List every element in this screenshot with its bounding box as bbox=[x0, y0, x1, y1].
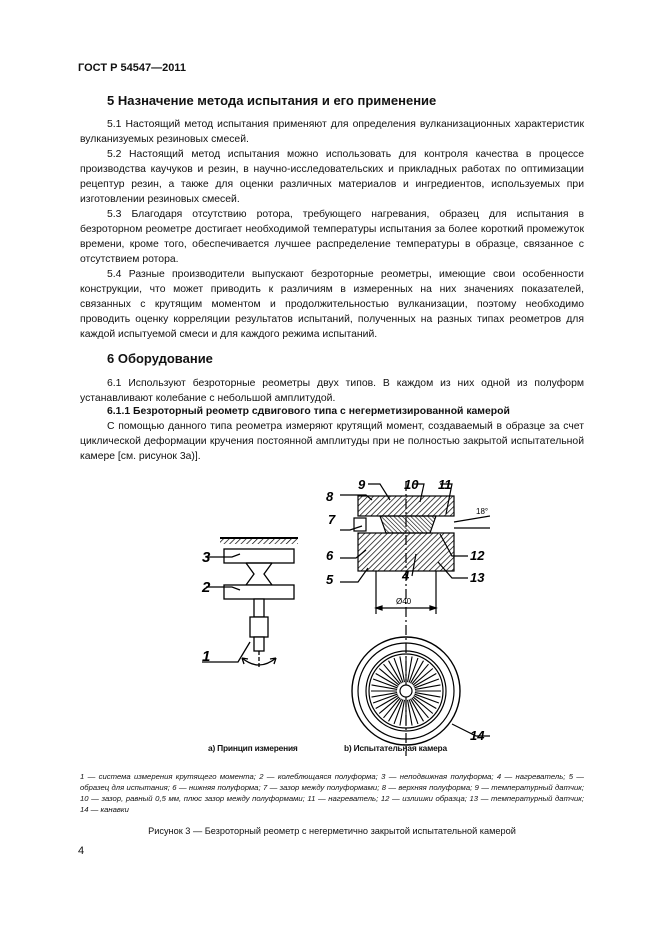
label-11: 11 bbox=[438, 477, 452, 492]
groove-ray bbox=[415, 685, 441, 690]
groove-ray bbox=[372, 693, 398, 698]
figure-title: Рисунок 3 — Безроторный реометр с негерметично закрытой испытательной камерой bbox=[148, 826, 516, 836]
groove-ray bbox=[408, 700, 413, 726]
label-1: 1 bbox=[202, 648, 211, 665]
label-8: 8 bbox=[326, 489, 334, 504]
subcaption-b: b) Испытательная камера bbox=[344, 743, 447, 753]
label-2: 2 bbox=[202, 579, 211, 596]
groove-ray bbox=[408, 657, 413, 683]
paragraph-5-3: 5.3 Благодаря отсутствию ротора, требующего нагревания, образец для испытания в безроторном реометре достигает необходимой температуры испытания за более короткий промежуток времени, кроме того, обеспечивается лучшее распределение температуры в образце, связанное с отсутствием ротора. bbox=[80, 209, 584, 265]
groove-ray bbox=[400, 700, 405, 726]
diameter-label: Ø40 bbox=[396, 597, 412, 606]
subsection-6-1-1-title: 6.1.1 Безроторный реометр сдвигового типа с негерметизированной камерой bbox=[107, 406, 510, 417]
label-6: 6 bbox=[326, 548, 334, 563]
label-9: 9 bbox=[358, 477, 366, 492]
groove-ray bbox=[415, 693, 441, 698]
paragraph-5-1: 5.1 Настоящий метод испытания применяют для определения вулканизационных характеристик вулканизуемых резиновых смесей. bbox=[80, 119, 584, 145]
paragraph-6-1: 6.1 Используют безроторные реометры двух типов. В каждом из них одной из полуформ устанавливают колебание с небольшой амплитудой. bbox=[80, 378, 584, 404]
label-12: 12 bbox=[470, 548, 485, 563]
label-5: 5 bbox=[326, 572, 334, 587]
groove-ray bbox=[372, 685, 398, 690]
section-6-heading: 6 Оборудование bbox=[107, 351, 213, 366]
standard-header: ГОСТ Р 54547—2011 bbox=[78, 62, 186, 74]
label-13: 13 bbox=[470, 570, 485, 585]
principle-diagram bbox=[202, 538, 298, 668]
label-4: 4 bbox=[402, 568, 410, 583]
paragraph-6-1-1: С помощью данного типа реометра измеряют крутящий момент, создаваемый в образце за счет циклической деформации кручения постоянной амплитуды при не полностью закрытой испытательной камере [см. рисунок 3а)]. bbox=[80, 421, 584, 462]
section-5-heading: 5 Назначение метода испытания и его применение bbox=[107, 93, 437, 108]
groove-ray bbox=[400, 657, 405, 683]
subcaption-a: а) Принцип измерения bbox=[208, 743, 298, 753]
paragraph-5-2: 5.2 Настоящий метод испытания можно использовать для контроля качества в процессе производства каучуков и резин, в научно-исследовательских и прикладных работах по оптимизации рецептур резин, а также для оценки различных материалов и ингредиентов, используемых при изготовлении резиновых смесей. bbox=[80, 149, 584, 205]
label-10: 10 bbox=[404, 477, 419, 492]
angle-label: 18° bbox=[476, 507, 489, 516]
label-14: 14 bbox=[470, 728, 485, 743]
paragraph-5-4: 5.4 Разные производители выпускают безроторные реометры, имеющие свои особенности конструкции, что может приводить к различиям в измеренных на них значениях показателей, связанных с крутящим моментом и продолжительностью вулканизации, поэтому необходимо проводить оценку корреляции результатов испытаний, полученных на разных типах реометров для каждой испытуемой смеси и для каждого режима испытаний. bbox=[80, 269, 584, 340]
rheometer-figure bbox=[190, 436, 490, 756]
label-3: 3 bbox=[202, 549, 211, 566]
label-7: 7 bbox=[328, 512, 336, 527]
figure-legend: 1 — система измерения крутящего момента; 2 — колеблющаяся полуформа; 3 — неподвижная полуформа; 4 — нагреватель; 5 — образец для испытания; 6 — нижняя полуформа; 7 — зазор между полуформами; 8 — верхняя полуформа; 9 — температурный датчик; 10 — зазор, равный 0,5 мм, плюс зазор между полуформами; 11 — нагреватель; 12 — излишки образца; 13 — температурный датчик; 14 — канавки bbox=[80, 772, 584, 814]
page-number: 4 bbox=[78, 845, 85, 857]
